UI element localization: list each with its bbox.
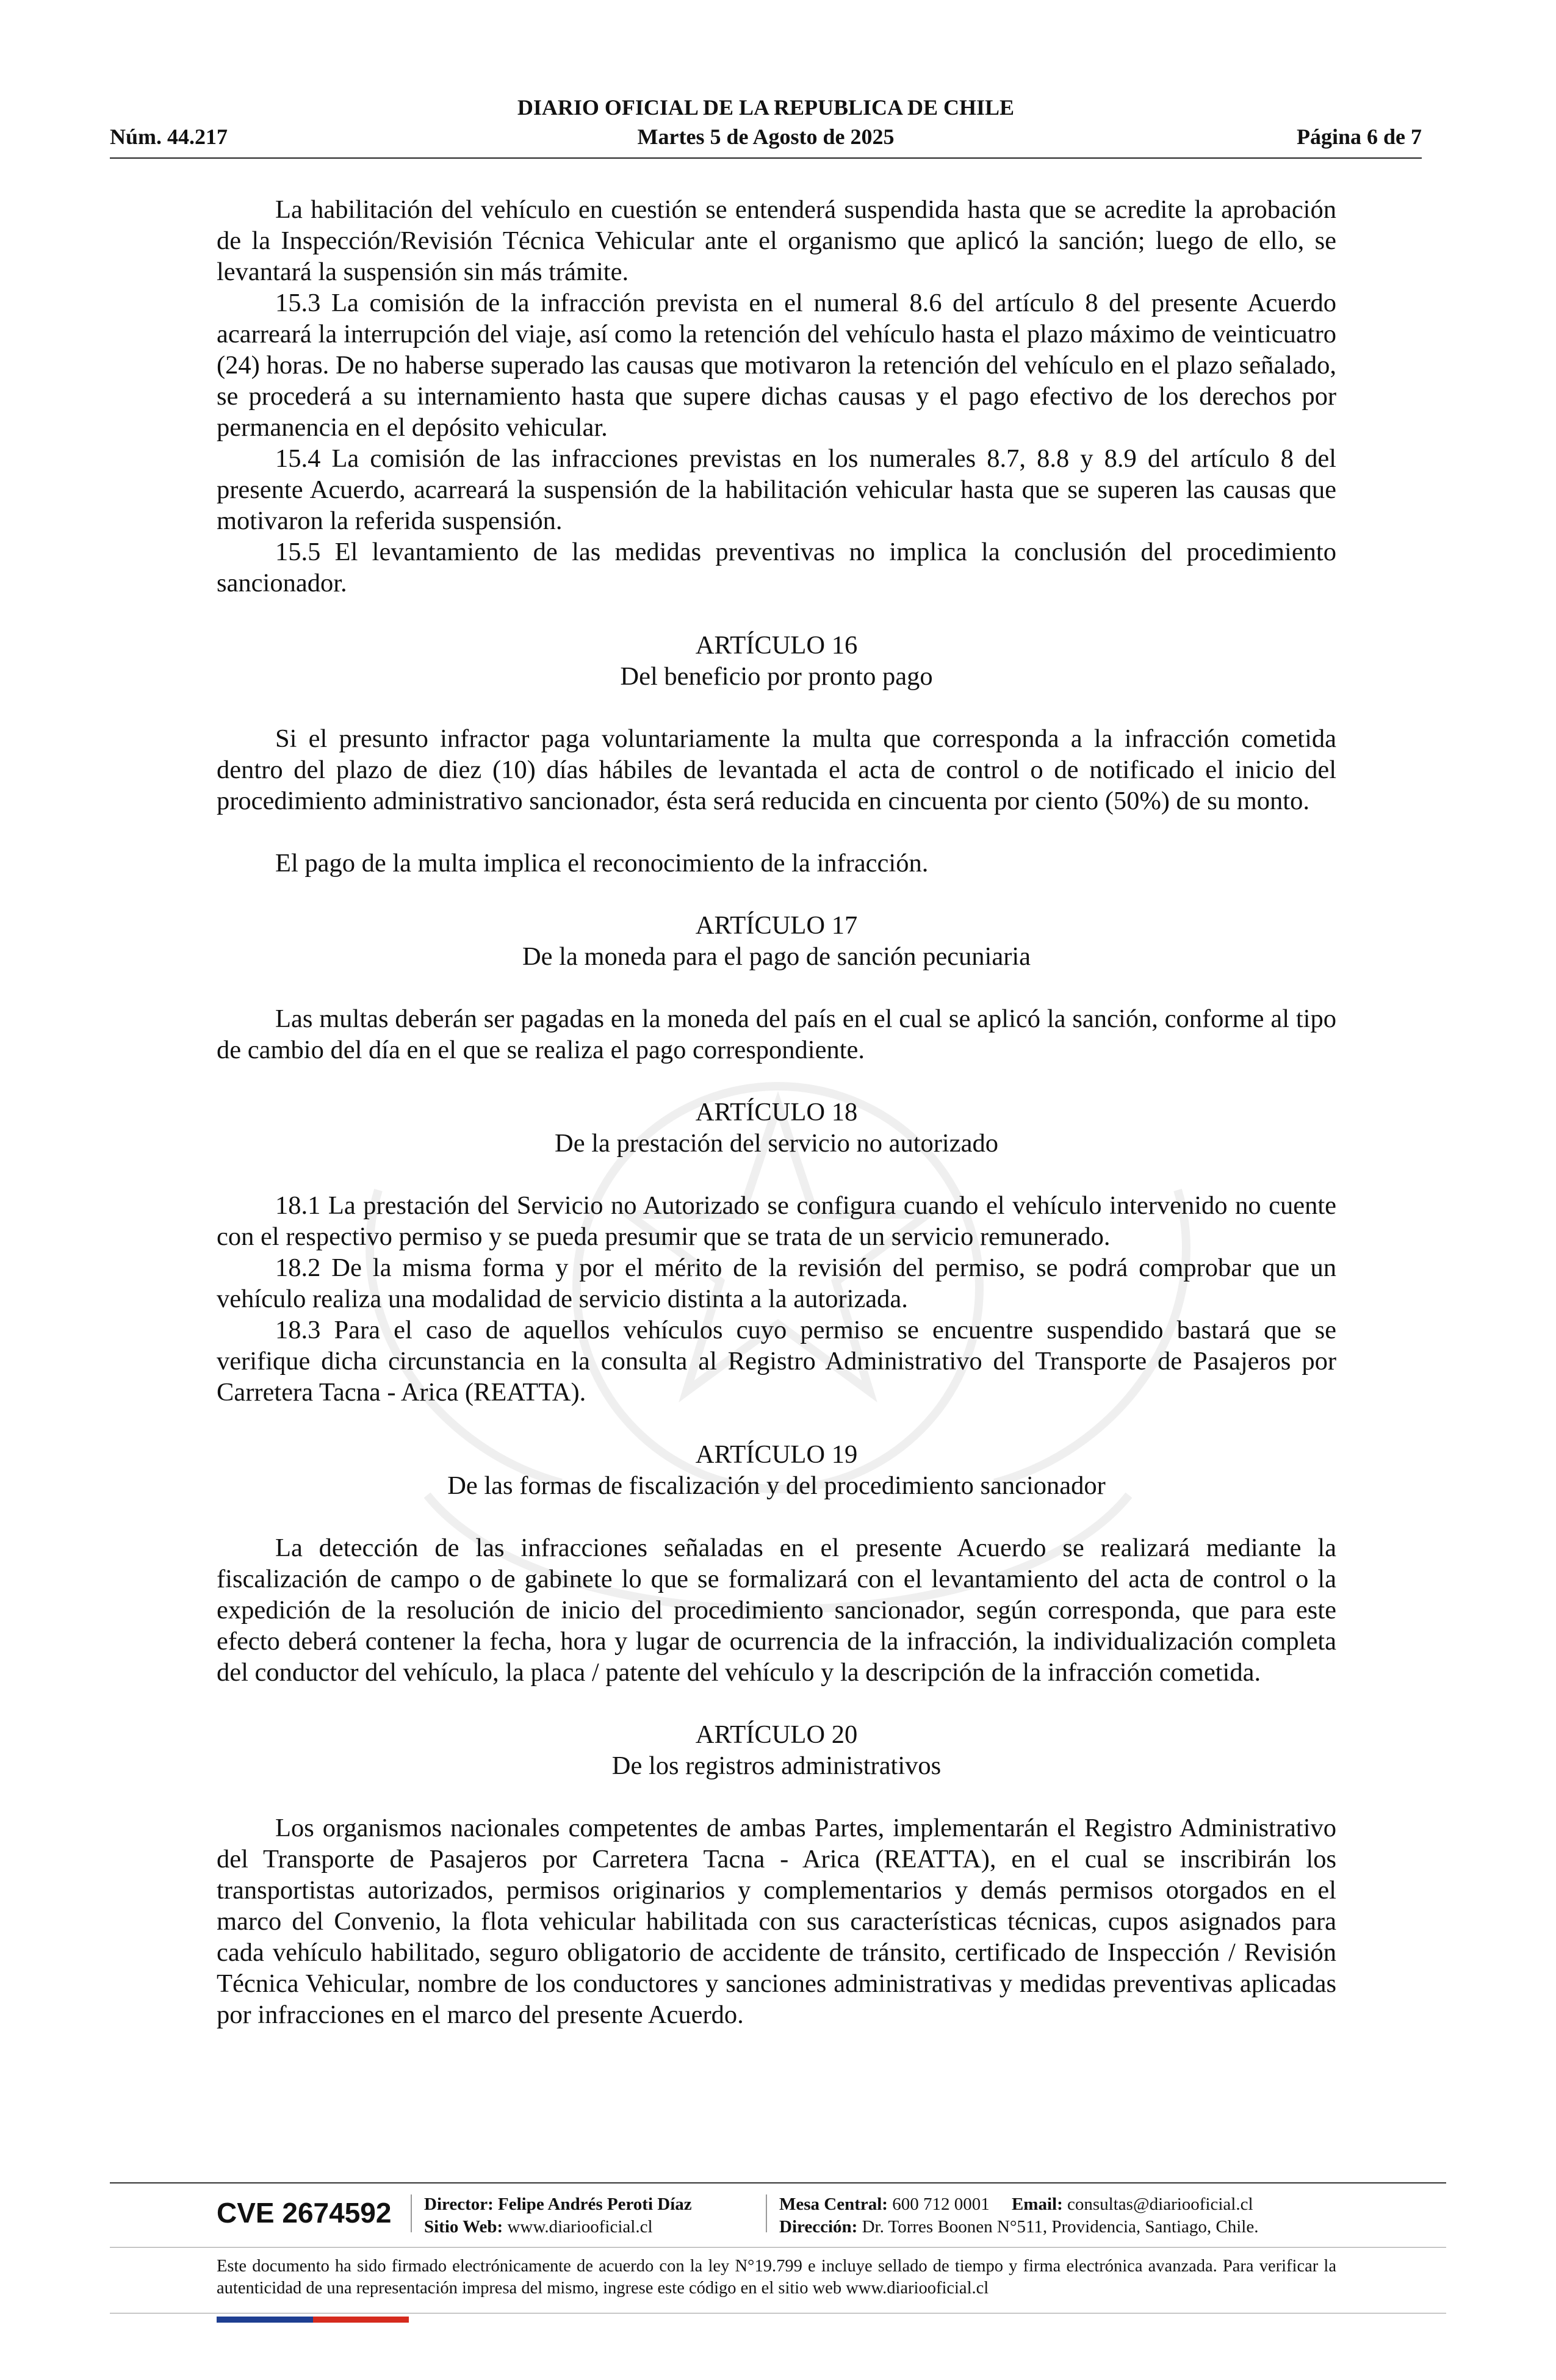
- footer-separator: [766, 2194, 767, 2232]
- paragraph: El pago de la multa implica el reconocimiento de la infracción.: [275, 849, 929, 878]
- spacer: [217, 1159, 1336, 1190]
- address-value: Dr. Torres Boonen N°511, Providencia, Santiago, Chile.: [862, 2217, 1259, 2237]
- paragraph: 18.2 De la misma forma y por el mérito de la revisión del permiso, se podrá comprobar que un vehículo realiza una modalidad de servicio distinta a la autorizada.: [217, 1253, 1336, 1313]
- paragraph: 15.5 El levantamiento de las medidas preventivas no implica la conclusión del procedimiento sancionador.: [217, 538, 1336, 597]
- article-heading: ARTÍCULO 16: [695, 631, 858, 660]
- spacer: [217, 1408, 1336, 1439]
- cve-code: CVE 2674592: [217, 2197, 392, 2229]
- paragraph: 18.3 Para el caso de aquellos vehículos cuyo permiso se encuentre suspendido bastará que se verifique dicha circunstancia en la consulta al Registro Administrativo del Transporte de Pasajeros por Carretera Tacna - Arica (REATTA).: [217, 1316, 1336, 1407]
- spacer: [217, 1688, 1336, 1719]
- website-line: [424, 2216, 653, 2238]
- footer-divider: [110, 2182, 1446, 2183]
- footer-divider: [110, 2247, 1446, 2248]
- article-title: De la prestación del servicio no autorizado: [555, 1129, 998, 1158]
- flag-red-segment: [313, 2317, 409, 2323]
- paragraph: Las multas deberán ser pagadas en la moneda del país en el cual se aplicó la sanción, conforme al tipo de cambio del día en el que se realiza el pago correspondiente.: [217, 1004, 1336, 1064]
- issue-number: Núm. 44.217: [110, 124, 228, 149]
- article-title: De las formas de fiscalización y del procedimiento sancionador: [447, 1471, 1106, 1500]
- address-label: Dirección:: [779, 2217, 858, 2237]
- email-link[interactable]: consultas@diariooficial.cl: [1067, 2194, 1253, 2214]
- contact-line: [779, 2193, 1253, 2216]
- director-line: [424, 2193, 692, 2216]
- spacer: [217, 817, 1336, 848]
- page-number: Página 6 de 7: [1296, 124, 1422, 149]
- flag-blue-segment: [217, 2317, 313, 2323]
- address-line: [779, 2216, 1258, 2238]
- paragraph: La detección de las infracciones señaladas en el presente Acuerdo se realizará mediante la fiscalización de campo o de gabinete lo que se formalizará con el levantamiento del acta de control o la expedición de la resolución de inicio del procedimiento sancionador, según corresponda, que para este efecto deberá contener la fecha, hora y lugar de ocurrencia de la infracción, la individualización completa del conductor del vehículo, la placa / patente del vehículo y la descripción de la infracción cometida.: [217, 1534, 1336, 1687]
- spacer: [217, 1066, 1336, 1097]
- article-title: Del beneficio por pronto pago: [620, 662, 933, 691]
- article-heading: ARTÍCULO 19: [695, 1440, 858, 1469]
- newspaper-title: DIARIO OFICIAL DE LA REPUBLICA DE CHILE: [517, 95, 1015, 120]
- flag-stripe: [217, 2317, 409, 2323]
- signature-notice: Este documento ha sido firmado electrónicamente de acuerdo con la ley N°19.799 e incluye sellado de tiempo y firma electrónica avanzada. Para verificar la autenticidad de una representación impresa del mismo, ingrese este código en el sitio web www.diariooficial.cl: [217, 2257, 1336, 2298]
- director-label: Director:: [424, 2194, 494, 2214]
- spacer: [217, 1781, 1336, 1812]
- director-name: Felipe Andrés Peroti Díaz: [498, 2194, 692, 2214]
- spacer: [217, 599, 1336, 630]
- spacer: [217, 1501, 1336, 1532]
- article-title: De los registros administrativos: [611, 1751, 942, 1780]
- article-title: De la moneda para el pago de sanción pecuniaria: [522, 942, 1031, 971]
- footer-info: [217, 2191, 1336, 2240]
- paragraph: La habilitación del vehículo en cuestión se entenderá suspendida hasta que se acredite la aprobación de la Inspección/Revisión Técnica Vehicular ante el organismo que aplicó la sanción; luego de ello, se levantará la suspensión sin más trámite.: [217, 195, 1336, 286]
- article-heading: ARTÍCULO 18: [695, 1098, 858, 1127]
- email-label: Email:: [1011, 2194, 1063, 2214]
- phone-label: Mesa Central:: [779, 2194, 888, 2214]
- article-heading: ARTÍCULO 20: [695, 1720, 858, 1749]
- paragraph: 15.4 La comisión de las infracciones previstas en los numerales 8.7, 8.8 y 8.9 del artículo 8 del presente Acuerdo, acarreará la suspensión de la habilitación vehicular hasta que se superen las causas que motivaron la referida suspensión.: [217, 444, 1336, 535]
- issue-date: Martes 5 de Agosto de 2025: [637, 124, 895, 149]
- phone-number: 600 712 0001: [892, 2194, 990, 2214]
- website-label: Sitio Web:: [424, 2217, 503, 2237]
- footer-separator: [411, 2194, 412, 2232]
- paragraph: Los organismos nacionales competentes de ambas Partes, implementarán el Registro Administrativo del Transporte de Pasajeros por Carretera Tacna - Arica (REATTA), en el cual se inscribirán los transportistas autorizados, permisos originarios y complementarios y demás permisos otorgados en el marco del Convenio, la flota vehicular habilitada con sus características técnicas, cupos asignados para cada vehículo habilitado, seguro obligatorio de accidente de tránsito, certificado de Inspección / Revisión Técnica Vehicular, nombre de los conductores y sanciones administrativas y medidas preventivas aplicadas por infracciones en el marco del presente Acuerdo.: [217, 1814, 1336, 2029]
- spacer: [217, 879, 1336, 910]
- paragraph: Si el presunto infractor paga voluntariamente la multa que corresponda a la infracción cometida dentro del plazo de diez (10) días hábiles de levantada el acta de control o de notificado el inicio del procedimiento administrativo sancionador, ésta será reducida en cincuenta por ciento (50%) de su monto.: [217, 724, 1336, 815]
- article-heading: ARTÍCULO 17: [695, 911, 858, 940]
- header-divider: [110, 157, 1422, 159]
- paragraph: 15.3 La comisión de la infracción prevista en el numeral 8.6 del artículo 8 del presente Acuerdo acarreará la interrupción del viaje, así como la retención del vehículo hasta el plazo máximo de veinticuatro (24) horas. De no haberse superado las causas que motivaron la retención del vehículo en el plazo señalado, se procederá a su internamiento hasta que supere dichas causas y el pago efectivo de los derechos por permanencia en el depósito vehicular.: [217, 289, 1336, 442]
- spacer: [217, 692, 1336, 723]
- page-header: [110, 94, 1422, 155]
- document-body: [217, 194, 1336, 2030]
- paragraph: 18.1 La prestación del Servicio no Autorizado se configura cuando el vehículo intervenido no cuente con el respectivo permiso y se pueda presumir que se trata de un servicio remunerado.: [217, 1191, 1336, 1251]
- website-link[interactable]: www.diariooficial.cl: [507, 2217, 653, 2237]
- spacer: [217, 972, 1336, 1003]
